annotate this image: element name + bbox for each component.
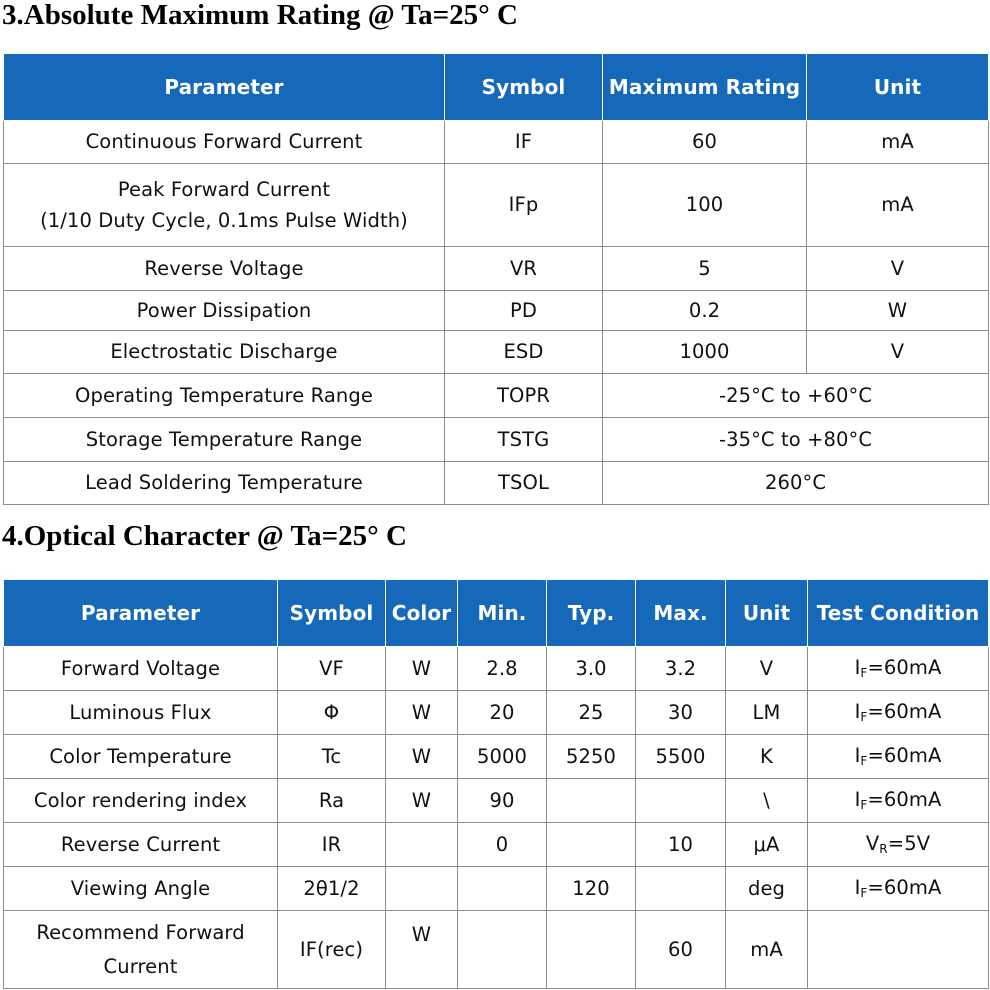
table-row [4, 823, 989, 867]
cell-max [636, 867, 726, 911]
cell-parameter: Color rendering index [4, 779, 278, 823]
cell-typ [547, 911, 636, 989]
cond-subscript: R [879, 842, 888, 857]
table-row [4, 647, 989, 691]
cell-unit: deg [726, 867, 808, 911]
cell-unit: W [807, 291, 989, 331]
cond-subscript: F [860, 710, 868, 725]
cond-symbol: I [854, 656, 861, 680]
table-header-row [4, 580, 989, 647]
absolute-max-rating-table [3, 53, 989, 505]
cell-parameter-line-1: Recommend Forward [36, 921, 245, 945]
cell-symbol: VF [278, 647, 386, 691]
cell-max-rating: 1000 [603, 331, 807, 374]
table-row [4, 121, 989, 164]
table-row [4, 291, 989, 331]
cell-symbol: 2θ1/2 [278, 867, 386, 911]
cell-typ [547, 779, 636, 823]
cond-symbol: V [865, 832, 880, 856]
table-row [4, 779, 989, 823]
header-maximum-rating: Maximum Rating [603, 54, 807, 121]
cond-symbol: I [854, 876, 861, 900]
cell-parameter: Color Temperature [4, 735, 278, 779]
cell-max: 30 [636, 691, 726, 735]
cell-min: 5000 [458, 735, 547, 779]
cell-typ: 120 [547, 867, 636, 911]
table-row [4, 331, 989, 374]
cond-symbol: I [854, 744, 861, 768]
table-row [4, 247, 989, 291]
cell-parameter: Lead Soldering Temperature [4, 462, 445, 505]
header-parameter: Parameter [4, 54, 445, 121]
cond-subscript: F [860, 798, 868, 813]
header-color: Color [386, 580, 458, 647]
optical-character-table [3, 579, 989, 989]
header-unit: Unit [726, 580, 808, 647]
cell-test-condition [808, 867, 989, 911]
cell-parameter-line-1: Peak Forward Current [117, 177, 331, 201]
cell-symbol: PD [445, 291, 603, 331]
cell-max-rating: 60 [603, 121, 807, 164]
cell-test-condition [808, 647, 989, 691]
cell-color: W [386, 691, 458, 735]
table-row [4, 691, 989, 735]
cell-parameter [4, 911, 278, 989]
section-title-optical-character: 4.Optical Character @ Ta=25° C [2, 520, 407, 552]
cell-max: 5500 [636, 735, 726, 779]
cell-parameter: Power Dissipation [4, 291, 445, 331]
cell-test-condition [808, 911, 989, 989]
cell-unit: K [726, 735, 808, 779]
table-row [4, 374, 989, 418]
cell-parameter-line-2: Current [103, 954, 178, 978]
cell-unit: LM [726, 691, 808, 735]
cell-symbol: IF(rec) [278, 911, 386, 989]
cond-value: =60mA [867, 876, 942, 900]
table-row [4, 735, 989, 779]
cond-symbol: I [854, 700, 861, 724]
cell-unit: V [726, 647, 808, 691]
cell-typ [547, 823, 636, 867]
cell-parameter: Operating Temperature Range [4, 374, 445, 418]
cell-unit: μA [726, 823, 808, 867]
cell-min: 2.8 [458, 647, 547, 691]
cell-symbol: IFp [445, 164, 603, 247]
cond-value: =60mA [867, 700, 942, 724]
cell-unit: mA [807, 121, 989, 164]
cell-test-condition [808, 735, 989, 779]
cell-color [386, 867, 458, 911]
cell-parameter: Electrostatic Discharge [4, 331, 445, 374]
cond-value: =5V [887, 832, 931, 856]
cell-color [386, 823, 458, 867]
cell-max: 60 [636, 911, 726, 989]
cell-test-condition [808, 691, 989, 735]
cell-rating-range: -35°C to +80°C [603, 418, 989, 462]
cell-max: 3.2 [636, 647, 726, 691]
cell-min [458, 867, 547, 911]
cell-max: 10 [636, 823, 726, 867]
cell-unit: mA [807, 164, 989, 247]
cell-symbol: ESD [445, 331, 603, 374]
cond-subscript: F [860, 666, 868, 681]
cell-test-condition [808, 779, 989, 823]
cell-color: W [386, 647, 458, 691]
cond-symbol: I [854, 788, 861, 812]
cell-symbol: IR [278, 823, 386, 867]
cell-max [636, 779, 726, 823]
header-symbol: Symbol [278, 580, 386, 647]
header-symbol: Symbol [445, 54, 603, 121]
cell-parameter-line-2: (1/10 Duty Cycle, 0.1ms Pulse Width) [40, 209, 408, 232]
cell-typ: 3.0 [547, 647, 636, 691]
cell-typ: 25 [547, 691, 636, 735]
cell-parameter: Reverse Current [4, 823, 278, 867]
table-header-row [4, 54, 989, 121]
header-max: Max. [636, 580, 726, 647]
cell-symbol: TSTG [445, 418, 603, 462]
cell-parameter: Continuous Forward Current [4, 121, 445, 164]
cond-value: =60mA [867, 788, 942, 812]
cell-parameter: Forward Voltage [4, 647, 278, 691]
cell-color: W [386, 911, 458, 989]
cond-value: =60mA [867, 656, 942, 680]
cell-unit: V [807, 331, 989, 374]
cell-unit: V [807, 247, 989, 291]
cell-rating-range: 260°C [603, 462, 989, 505]
cell-symbol: TOPR [445, 374, 603, 418]
table-row [4, 911, 989, 989]
table-row [4, 867, 989, 911]
cell-parameter: Storage Temperature Range [4, 418, 445, 462]
cell-symbol: Φ [278, 691, 386, 735]
header-unit: Unit [807, 54, 989, 121]
cell-test-condition [808, 823, 989, 867]
cell-max-rating: 100 [603, 164, 807, 247]
header-min: Min. [458, 580, 547, 647]
cell-symbol: TSOL [445, 462, 603, 505]
cell-min [458, 911, 547, 989]
cell-color: W [386, 735, 458, 779]
header-parameter: Parameter [4, 580, 278, 647]
table-row [4, 462, 989, 505]
cell-parameter: Luminous Flux [4, 691, 278, 735]
cell-rating-range: -25°C to +60°C [603, 374, 989, 418]
cell-symbol: Tc [278, 735, 386, 779]
cell-color: W [386, 779, 458, 823]
table-row [4, 418, 989, 462]
cell-unit: \ [726, 779, 808, 823]
cell-symbol: Ra [278, 779, 386, 823]
table-row [4, 164, 989, 247]
cell-typ: 5250 [547, 735, 636, 779]
cell-symbol: VR [445, 247, 603, 291]
cell-min: 90 [458, 779, 547, 823]
cond-value: =60mA [867, 744, 942, 768]
cond-subscript: F [860, 886, 868, 901]
cell-min: 0 [458, 823, 547, 867]
section-title-absolute-max: 3.Absolute Maximum Rating @ Ta=25° C [2, 0, 518, 31]
cell-max-rating: 0.2 [603, 291, 807, 331]
cell-parameter [4, 164, 445, 247]
cell-max-rating: 5 [603, 247, 807, 291]
header-test-condition: Test Condition [808, 580, 989, 647]
cell-parameter: Reverse Voltage [4, 247, 445, 291]
cond-subscript: F [860, 754, 868, 769]
cell-min: 20 [458, 691, 547, 735]
cell-unit: mA [726, 911, 808, 989]
cell-parameter: Viewing Angle [4, 867, 278, 911]
header-typ: Typ. [547, 580, 636, 647]
cell-symbol: IF [445, 121, 603, 164]
